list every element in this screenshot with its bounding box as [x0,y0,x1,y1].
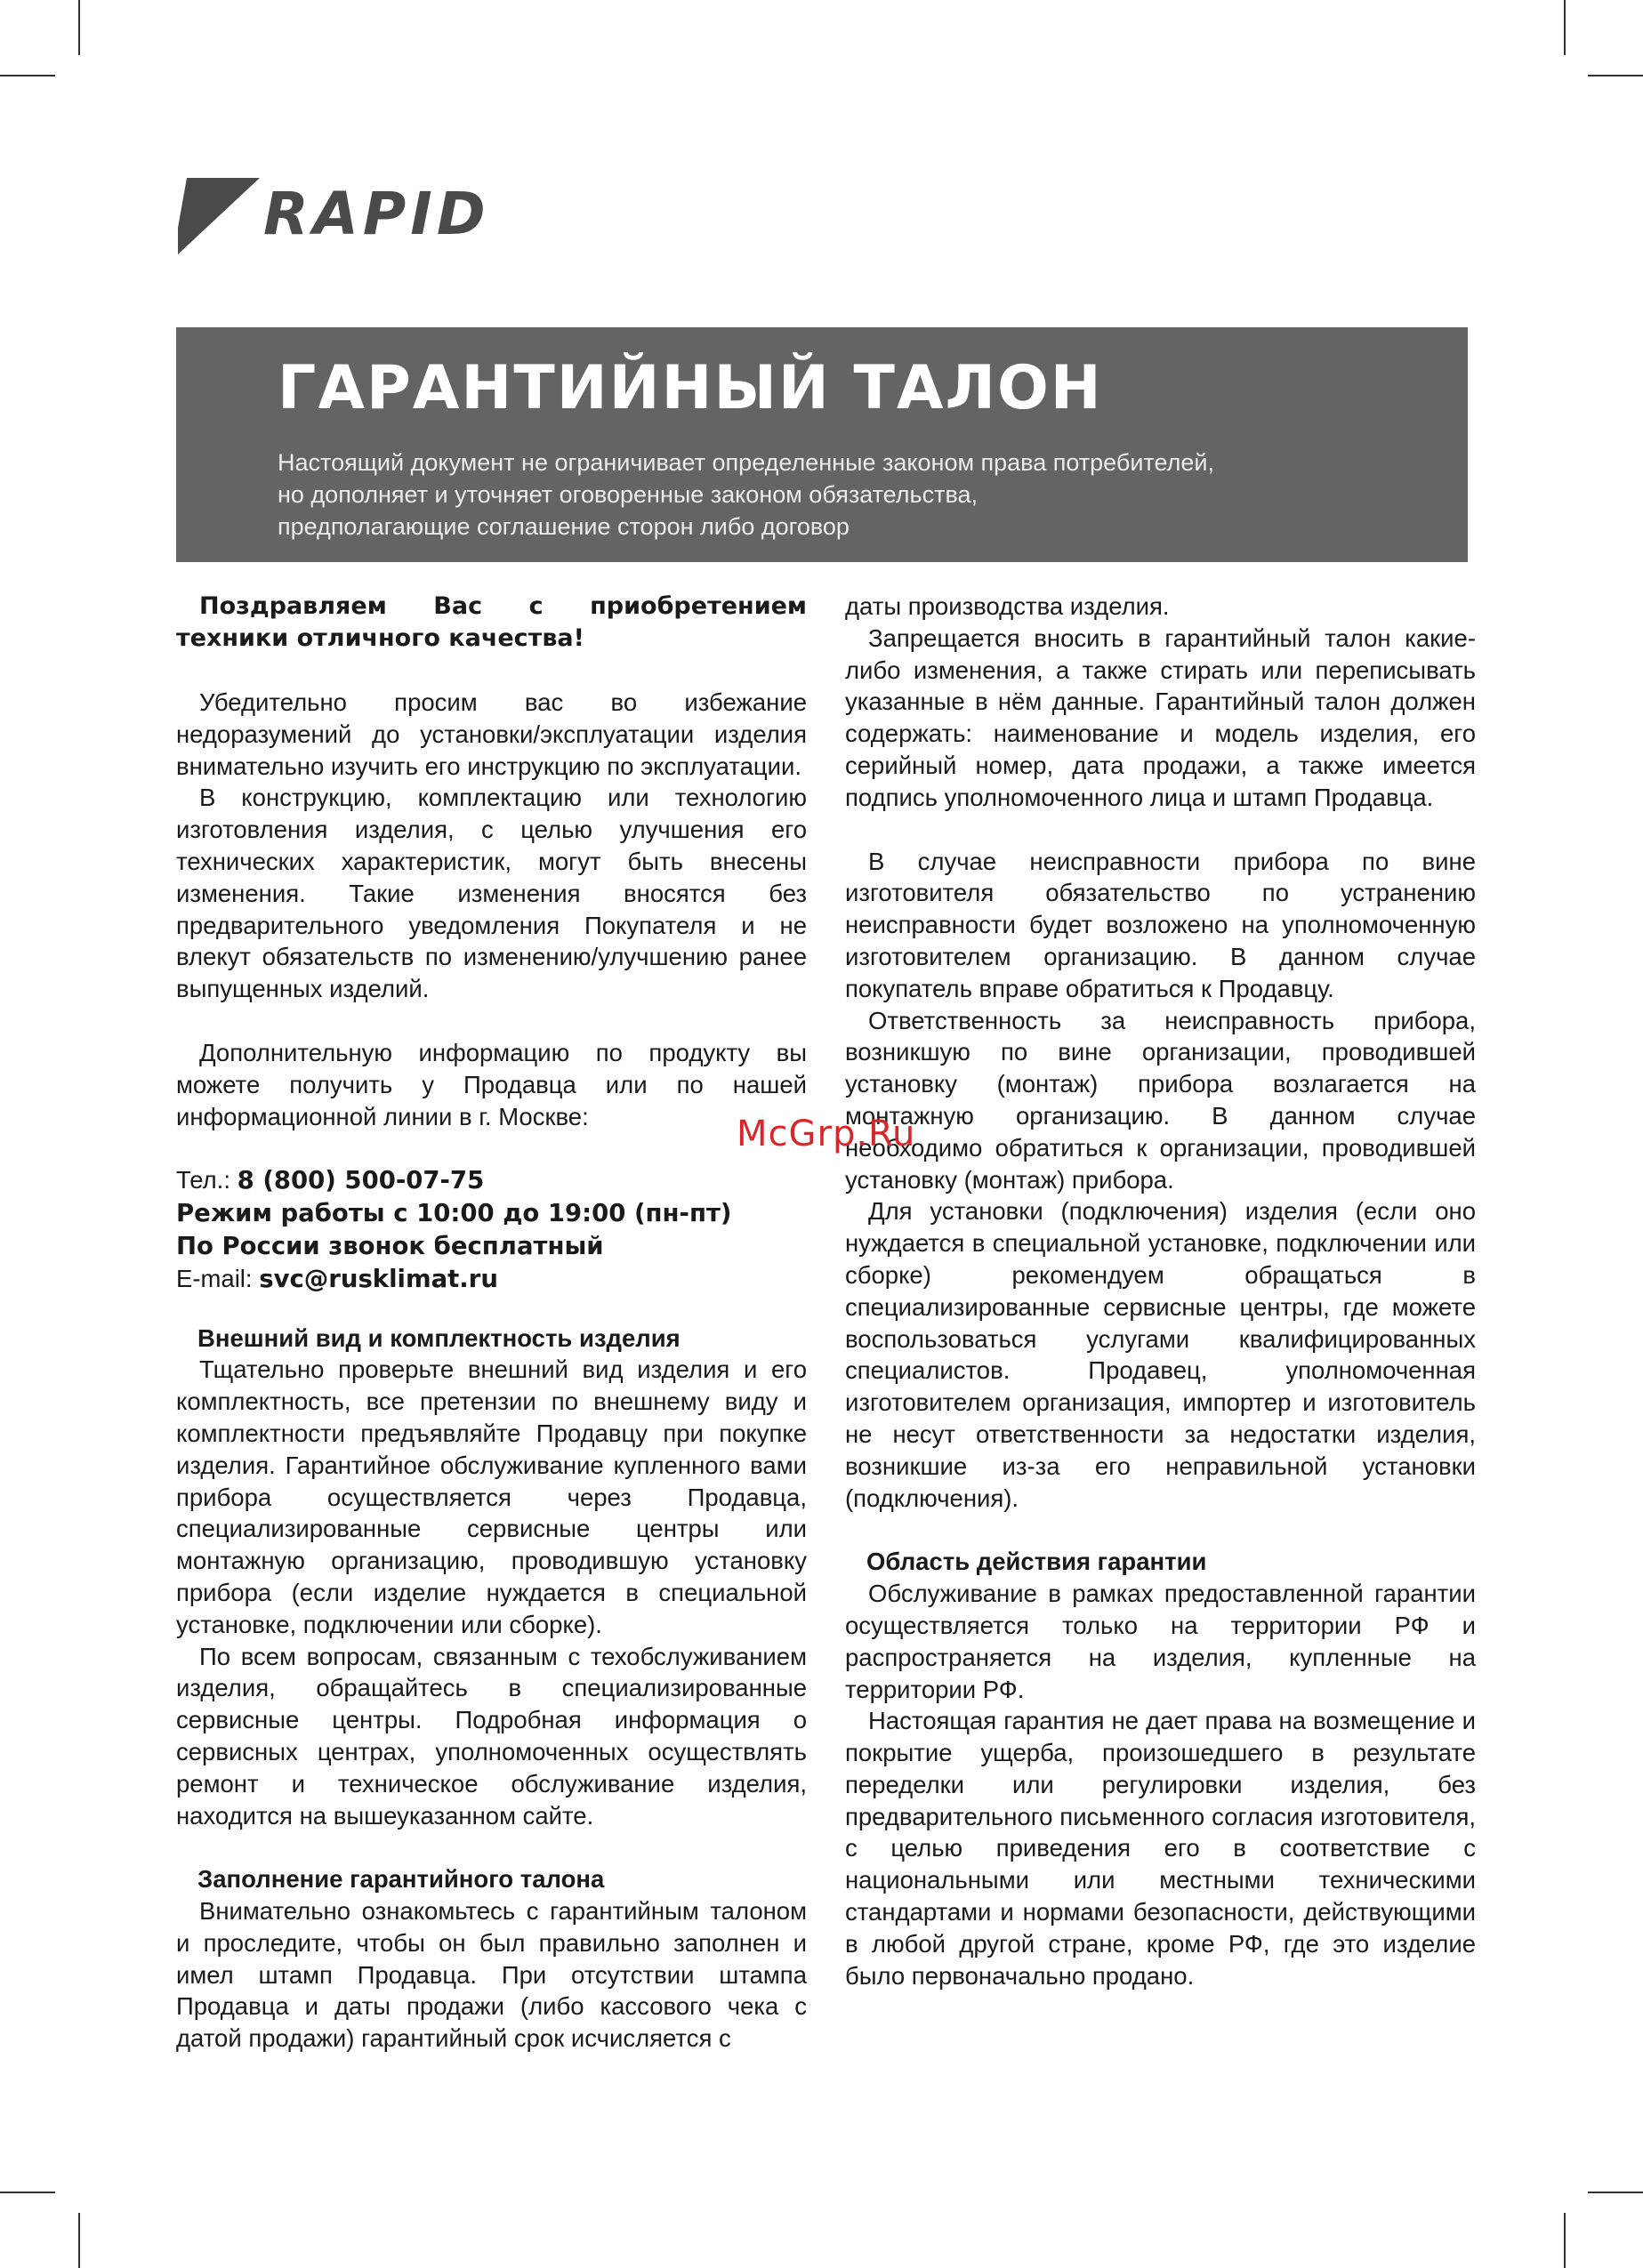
phone-number[interactable]: 8 (800) 500-07-75 [237,1166,485,1195]
email-link[interactable]: svc@rusklimat.ru [259,1264,498,1293]
working-hours: Режим работы с 10:00 до 19:00 (пн-пт) [176,1199,732,1228]
crop-mark [0,75,55,76]
phone-line [176,1164,807,1197]
watermark: McGrp.Ru [737,1114,916,1154]
paragraph: Убедительно просим вас во избежание недоразумений до установки/эксплуатации изделия внимательно изучить его инструкцию по эксплуатации. [176,688,807,780]
paragraph: Обслуживание в рамках предоставленной гарантии осуществляется только на территории РФ и распространяется на изделия, купленные на территории РФ. [845,1580,1476,1703]
paragraph: По всем вопросам, связанным с техобслуживанием изделия, обращайтесь в специализированные сервисные центры. Подробная информация о сервисных центрах, уполномоченных осуществлять ремонт и техническое обслуживание изделия, находится на вышеуказанном сайте. [176,1642,807,1830]
email-label: E-mail: [176,1264,260,1292]
paragraph: Запрещается вносить в гарантийный талон какие-либо изменения, а также стирать или переписывать указанные в нём данные. Гарантийный талон должен содержать: наименование и модель изделия, его серийный номер, дата продажи, а также имеется подпись уполномоченного лица и штамп Продавца. [845,623,1476,811]
contact-block [176,1164,807,1295]
crop-mark [1564,2213,1566,2268]
page-title: ГАРАНТИЙНЫЙ ТАЛОН [278,353,1103,423]
crop-mark [0,2192,55,2193]
subtitle-line: Настоящий документ не ограничивает определенные законом права потребителей, [278,449,1214,476]
subtitle-line: но дополняет и уточняет оговоренные законом обязательства, [278,481,979,508]
title-banner [176,327,1468,562]
paragraph: Ответственность за неисправность прибора, возникшую по вине организации, проводившей установку (монтаж) прибора возлагается на монтажную организацию. В данном случае необходимо обратиться к организации, проводившей установку (монтаж) прибора. [845,1006,1476,1194]
greeting: Поздравляем Вас с приобретением техники отличного качества! [176,592,807,652]
free-call-note: По России звонок бесплатный [176,1231,604,1260]
email-line [176,1263,807,1296]
paragraph: Дополнительную информацию по продукту вы можете получить у Продавца или по нашей информационной линии в г. Москве: [176,1038,807,1130]
section-heading: Заполнение гарантийного талона [197,1865,605,1894]
logo-mark-icon [176,176,274,256]
paragraph: Настоящая гарантия не дает права на возмещение и покрытие ущерба, произошедшего в результате переделки или регулировки изделия, без предварительного письменного согласия изготовителя, с целью приведения его в соответствие с национальными или местными техническими стандартами и нормами безопасности, действующими в любой другой стране, кроме РФ, где это изделие было первоначально продано. [845,1707,1476,1990]
brand-logo [176,176,532,256]
paragraph: Для установки (подключения) изделия (если оно нуждается в специальной установке, подключении или сборке) рекомендуем обращаться в специализированные сервисные центры, где можете воспользоваться услугами квалифицированных специалистов. Продавец, уполномоченная изготовителем организация, импортер и изготовитель не несут ответственности за недостатки изделия, возникшие из-за его неправильной установки (подключения). [845,1197,1476,1512]
crop-mark [78,0,80,55]
paragraph: даты производства изделия. [845,592,1170,620]
left-column [176,591,807,2055]
paragraph: В конструкцию, комплектацию или технологию изготовления изделия, с целью улучшения его технических характеристик, могут быть внесены изменения. Такие изменения вносятся без предварительного уведомления Покупателя и не влекут обязательств по изменению/улучшению ранее выпущенных изделий. [176,784,807,1003]
crop-mark [78,2213,80,2268]
right-column [845,591,1476,1991]
paragraph: Тщательно проверьте внешний вид изделия и его комплектность, все претензии по внешнему виду и комплектности предъявляйте Продавцу при покупке изделия. Гарантийное обслуживание купленного вами прибора осуществляется через Продавца, специализированные сервисные центры или монтажную организацию, проводившую установку прибора (если изделие нуждается в специальной установке, подключении или сборке). [176,1355,807,1638]
phone-label: Тел.: [176,1166,238,1194]
crop-mark [1588,75,1643,76]
crop-mark [1564,0,1566,55]
paragraph: В случае неисправности прибора по вине изготовителя обязательство по устранению неисправности будет возложено на уполномоченную изготовителем организацию. В данном случае покупатель вправе обратиться к Продавцу. [845,847,1476,1002]
subtitle-line: предполагающие соглашение сторон либо договор [278,513,850,540]
logo-wordmark: RAPID [263,180,490,248]
section-heading: Область действия гарантии [866,1548,1207,1576]
page-subtitle [278,446,1434,543]
paragraph: Внимательно ознакомьтесь с гарантийным талоном и проследите, чтобы он был правильно заполнен и имел штамп Продавца. При отсутствии штампа Продавца и даты продажи (либо кассового чека с датой продажи) гарантийный срок исчисляется с [176,1897,807,2053]
section-heading: Внешний вид и комплектность изделия [197,1323,681,1352]
crop-mark [1588,2192,1643,2193]
